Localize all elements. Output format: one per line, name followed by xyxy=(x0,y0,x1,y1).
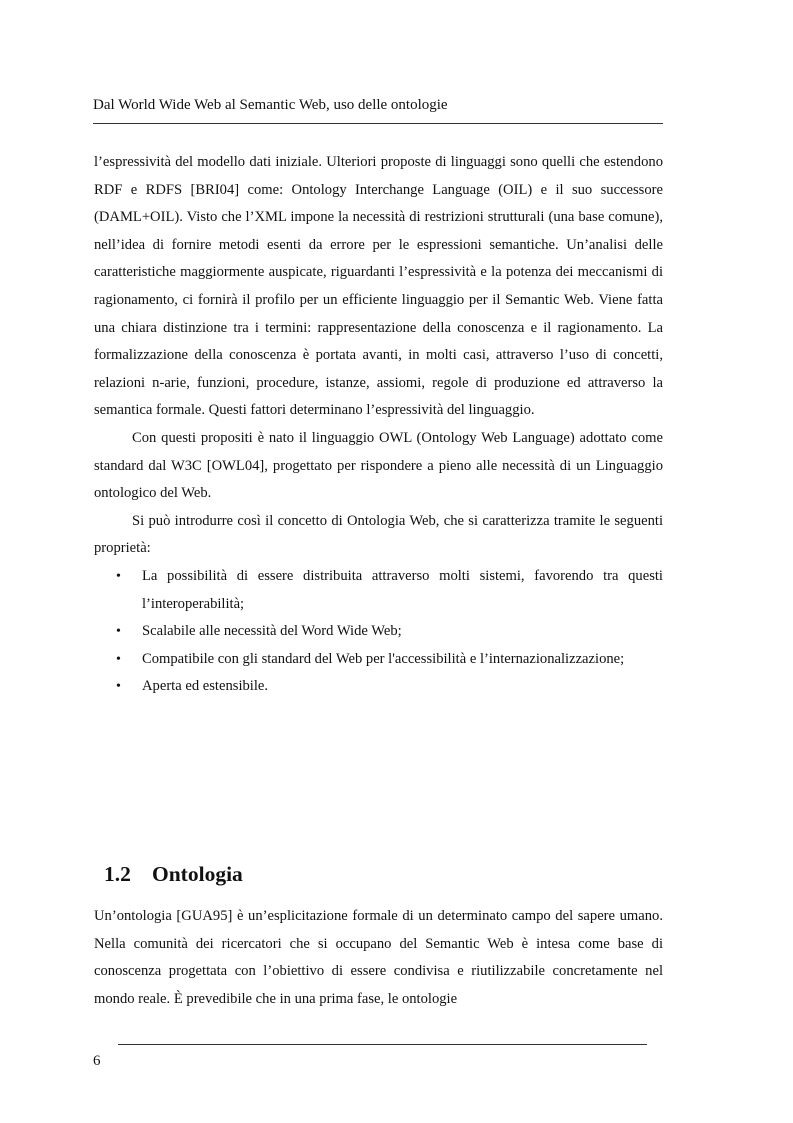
list-item-text: Scalabile alle necessità del Word Wide Web; xyxy=(142,623,402,640)
section-heading xyxy=(104,860,243,888)
bullet-icon: • xyxy=(116,568,121,584)
properties-list xyxy=(94,563,663,701)
section-body xyxy=(94,903,663,1013)
running-header: Dal World Wide Web al Semantic Web, uso delle ontologie xyxy=(93,97,448,113)
paragraph-ontologia: Un’ontologia [GUA95] è un’esplicitazione formale di un determinato campo del sapere umano. Nella comunità dei ricercatori che si occupano del Semantic Web è intesa come base di conoscenza progettata con l’obiettivo di essere condivisa e riutilizzabile concretamente nel mondo reale. È prevedibile che in una prima fase, le ontologie xyxy=(94,908,663,1007)
paragraph-continuation: l’espressività del modello dati iniziale. Ulteriori proposte di linguaggi sono quelli che estendono RDF e RDFS [BRI04] come: Ontology Interchange Language (OIL) e il suo successore (DAML+OIL). Visto che l’XML impone la necessità di restrizioni strutturali (una base comune), nell’idea di fornire metodi esenti da errore per le espressioni semantiche. Un’analisi delle caratteristiche maggiormente auspicate, riguardanti l’espressività e la potenza dei meccanismi di ragionamento, ci fornirà il profilo per un efficiente linguaggio per il Semantic Web. Viene fatta una chiara distinzione tra i termini: rappresentazione della conoscenza e il ragionamento. La formalizzazione della conoscenza è portata avanti, in molti casi, attraverso l’uso di concetti, relazioni n-arie, funzioni, procedure, istanze, assiomi, regole di produzione ed attraverso la semantica formale. Questi fattori determinano l’espressività del linguaggio. xyxy=(94,154,663,419)
section-title: Ontologia xyxy=(152,862,243,886)
list-item xyxy=(94,618,663,646)
bullet-icon: • xyxy=(116,624,121,640)
body-text xyxy=(94,149,663,701)
paragraph-owl: Con questi propositi è nato il linguaggio OWL (Ontology Web Language) adottato come standard dal W3C [OWL04], progettato per rispondere a pieno alle necessità di un Linguaggio ontologico del Web. xyxy=(94,429,663,502)
bullet-icon: • xyxy=(116,679,121,695)
list-item xyxy=(94,646,663,674)
page-number: 6 xyxy=(93,1053,101,1069)
list-item-text: Aperta ed estensibile. xyxy=(142,678,269,695)
header-rule xyxy=(93,123,663,124)
list-item xyxy=(94,673,663,701)
list-item-text: La possibilità di essere distribuita attraverso molti sistemi, favorendo tra questi l’interoperabilità; xyxy=(142,567,663,612)
paragraph-ontologia-web: Si può introdurre così il concetto di Ontologia Web, che si caratterizza tramite le seguenti proprietà: xyxy=(94,512,663,557)
footer-rule xyxy=(118,1044,647,1045)
list-item-text: Compatibile con gli standard del Web per l'accessibilità e l’internazionalizzazione; xyxy=(142,650,625,667)
bullet-icon: • xyxy=(116,651,121,667)
section-number: 1.2 xyxy=(104,862,131,886)
list-item xyxy=(94,563,663,618)
